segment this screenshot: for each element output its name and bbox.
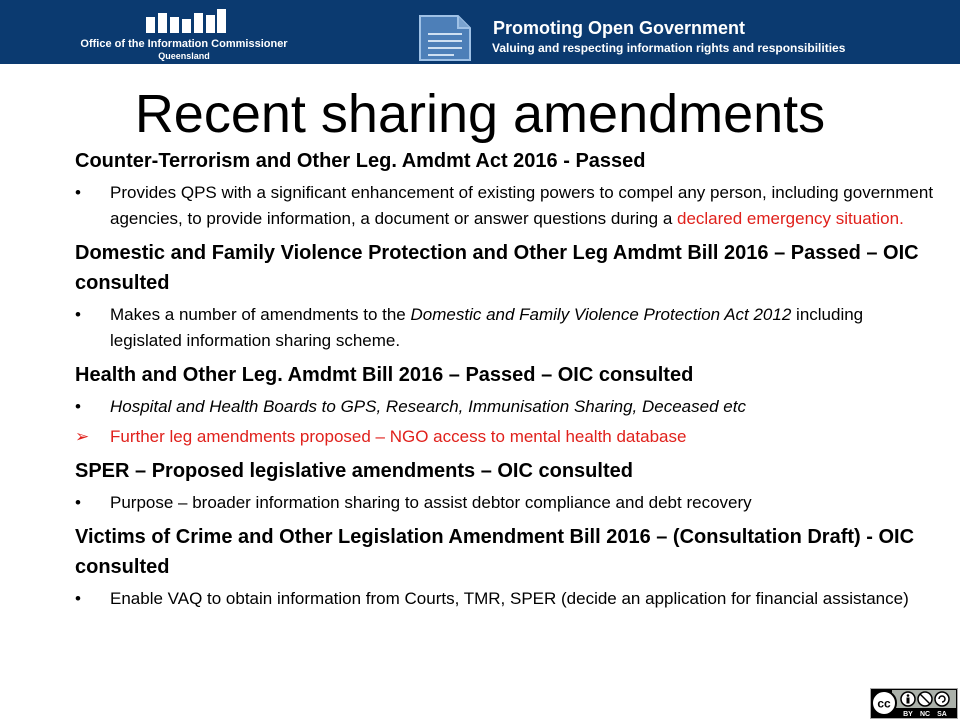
bullet-marker: • (75, 305, 81, 324)
bullet-item (75, 302, 935, 354)
bullet-item-arrow (75, 424, 935, 450)
section-heading: Health and Other Leg. Amdmt Bill 2016 – Passed – OIC consulted (75, 364, 694, 386)
section-heading: Domestic and Family Violence Protection and Other Leg Amdmt Bill 2016 – Passed – OIC consulted (75, 242, 919, 294)
org-name (60, 38, 308, 62)
slide-title: Recent sharing amendments (134, 84, 826, 144)
promo-title: Promoting Open Government (493, 18, 746, 38)
bullet-text: Purpose – broader information sharing to assist debtor compliance and debt recovery (110, 493, 752, 512)
bullet-highlight: declared emergency situation. (677, 209, 904, 228)
creative-commons-icon (870, 688, 958, 719)
cc-sa-label: SA (937, 711, 947, 718)
bullet-text: Further leg amendments proposed – NGO access to mental health database (110, 427, 687, 446)
oic-logo-icon (146, 9, 226, 33)
bullet-marker: • (75, 397, 81, 416)
cc-label: cc (877, 696, 891, 711)
bullet-act-name: Domestic and Family Violence Protection Act 2012 (410, 305, 792, 324)
section-heading: Counter-Terrorism and Other Leg. Amdmt Act 2016 - Passed (75, 150, 646, 172)
bullet-marker: • (75, 183, 81, 202)
bullet-marker: • (75, 493, 81, 512)
header-banner (0, 0, 960, 64)
org-name-text: Office of the Information Commissioner (80, 38, 288, 50)
bullet-text: Hospital and Health Boards to GPS, Research, Immunisation Sharing, Deceased etc (110, 397, 746, 416)
section-heading: Victims of Crime and Other Legislation Amendment Bill 2016 – (Consultation Draft) - OIC consulted (75, 526, 915, 578)
bullet-text: Enable VAQ to obtain information from Courts, TMR, SPER (decide an application for financial assistance) (110, 589, 909, 608)
slide-content (75, 146, 935, 612)
bullet-text: Makes a number of amendments to the (110, 305, 411, 324)
bullet-item (75, 490, 935, 516)
org-sub-text: Queensland (158, 51, 210, 61)
bullet-text-tail: including legislated information sharing scheme. (110, 305, 864, 350)
cc-nc-label: NC (919, 711, 931, 718)
bullet-marker: • (75, 589, 81, 608)
bullet-text: Provides QPS with a significant enhancement of existing powers to compel any person, including government agencies, to provide information, a document or answer questions during a (110, 183, 934, 228)
document-icon (418, 14, 472, 62)
bullet-item (75, 586, 935, 612)
promo-subtitle: Valuing and respecting information rights and responsibilities (492, 41, 846, 55)
cc-by-label: BY (903, 711, 913, 718)
bullet-item (75, 394, 935, 420)
bullet-item (75, 180, 935, 232)
arrow-bullet-icon: ➢ (75, 427, 90, 446)
section-heading: SPER – Proposed legislative amendments – OIC consulted (75, 460, 633, 482)
